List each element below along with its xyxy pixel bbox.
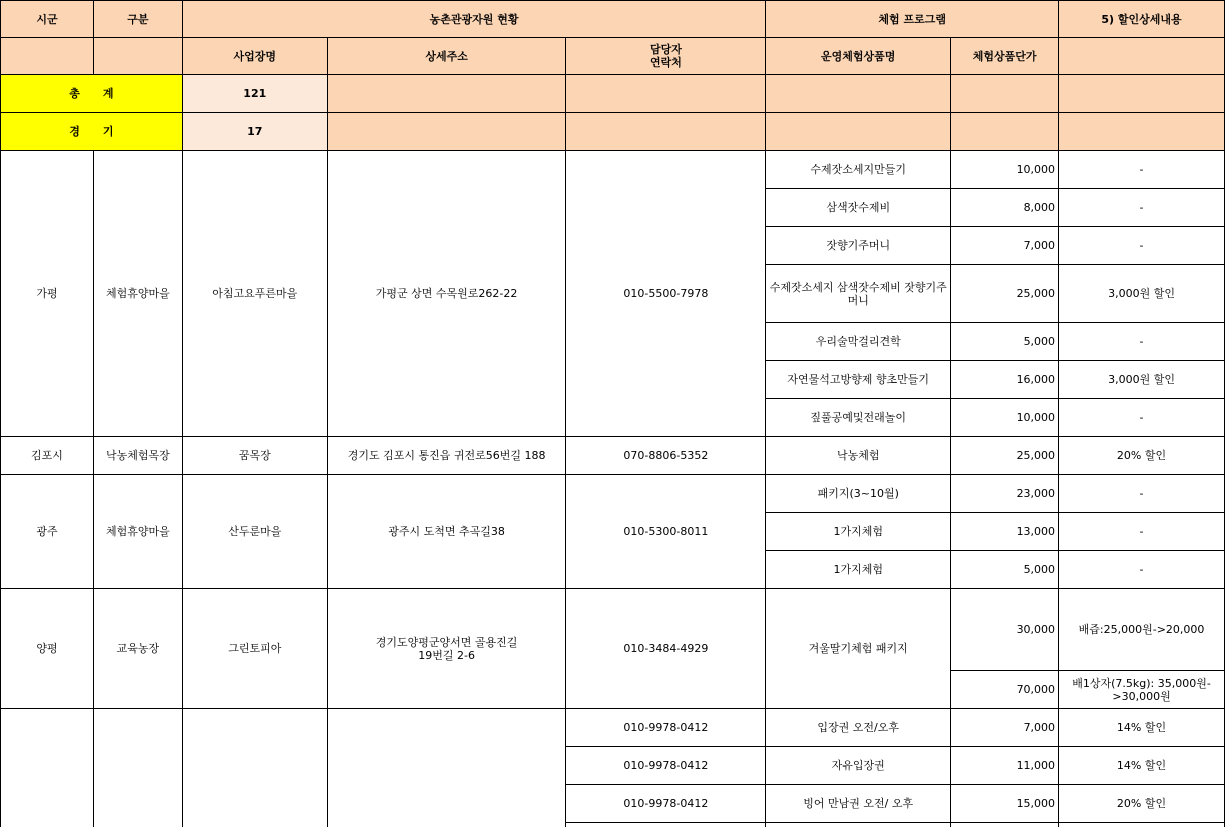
product-cell: 1가지체험 <box>766 551 951 589</box>
contact-cell: 010-9978-0412 <box>566 747 766 785</box>
summary-total-value: 121 <box>182 75 327 113</box>
sigun-cell: 광주 <box>1 475 94 589</box>
price-cell: 7,000 <box>951 227 1059 265</box>
price-cell: 25,000 <box>951 265 1059 323</box>
business-name-cell <box>182 709 327 827</box>
summary-gyeonggi-label: 경 기 <box>1 113 183 151</box>
table-row <box>1 475 1225 513</box>
category-cell <box>93 709 182 827</box>
contact-cell: 010-5300-8011 <box>566 475 766 589</box>
address-cell <box>327 709 566 827</box>
price-cell: 5,000 <box>951 551 1059 589</box>
header-sigun: 시군 <box>1 1 94 38</box>
discount-cell: 20% 할인 <box>1059 437 1225 475</box>
product-cell: 잣향기주머니 <box>766 227 951 265</box>
price-cell: 7,000 <box>951 709 1059 747</box>
summary-total-label: 총 계 <box>1 75 183 113</box>
discount-cell: 3,000원 할인 <box>1059 361 1225 399</box>
table-row <box>1 437 1225 475</box>
table-row <box>1 151 1225 189</box>
contact-cell: 010-9978-0412 <box>566 709 766 747</box>
summary-cell <box>1059 75 1225 113</box>
discount-cell: - <box>1059 475 1225 513</box>
price-cell: 13,000 <box>951 513 1059 551</box>
product-cell: 삼색잣수제비 <box>766 189 951 227</box>
discount-cell: - <box>1059 513 1225 551</box>
summary-cell <box>951 113 1059 151</box>
product-cell: 자연물석고방향제 향초만들기 <box>766 361 951 399</box>
sigun-cell: 양평 <box>1 589 94 709</box>
product-cell: 빙어 만남권 오전/ 오후 <box>766 785 951 823</box>
sigun-cell <box>1 709 94 827</box>
discount-cell: - <box>1059 151 1225 189</box>
summary-cell <box>766 113 951 151</box>
header-address: 상세주소 <box>327 38 566 75</box>
discount-line: >30,000원 <box>1112 689 1171 703</box>
contact-cell: 070-8806-5352 <box>566 437 766 475</box>
header-empty <box>93 38 182 75</box>
discount-cell: 14% 할인 <box>1059 709 1225 747</box>
header-discount-details: 5) 할인상세내용 <box>1059 1 1225 38</box>
header-empty <box>1 38 94 75</box>
sigun-cell: 가평 <box>1 151 94 437</box>
discount-cell: - <box>1059 551 1225 589</box>
category-cell: 교육농장 <box>93 589 182 709</box>
address-cell: 광주시 도척면 추곡길38 <box>327 475 566 589</box>
summary-cell <box>327 113 566 151</box>
header-contact <box>566 38 766 75</box>
discount-cell: 배즙:25,000원->20,000 <box>1059 589 1225 671</box>
address-cell: 경기도 김포시 통진읍 귀전로56번길 188 <box>327 437 566 475</box>
address-line: 19번길 2-6 <box>418 648 475 662</box>
discount-cell: 20% 할인 <box>1059 785 1225 823</box>
header-business-name: 사업장명 <box>182 38 327 75</box>
table-row <box>1 589 1225 671</box>
price-cell: 25,000 <box>951 437 1059 475</box>
contact-cell: 010-3484-4929 <box>566 589 766 709</box>
product-cell: 수제잣소세지 삼색잣수제비 잣향기주머니 <box>766 265 951 323</box>
business-name-cell: 아침고요푸른마을 <box>182 151 327 437</box>
price-cell: 23,000 <box>951 475 1059 513</box>
discount-cell: - <box>1059 399 1225 437</box>
discount-cell: 3,000원 할인 <box>1059 265 1225 323</box>
product-cell: 우리술막걸리견학 <box>766 323 951 361</box>
category-cell: 체험휴양마을 <box>93 475 182 589</box>
sigun-cell: 김포시 <box>1 437 94 475</box>
discount-cell: - <box>1059 189 1225 227</box>
header-experience-program: 체험 프로그램 <box>766 1 1059 38</box>
header-contact-line2: 연락처 <box>649 56 682 69</box>
discount-cell: - <box>1059 227 1225 265</box>
summary-cell <box>766 75 951 113</box>
discount-line: 배1상자(7.5kg): 35,000원- <box>1072 676 1211 690</box>
summary-cell <box>566 113 766 151</box>
price-cell: 8,000 <box>951 189 1059 227</box>
price-cell: 70,000 <box>951 671 1059 709</box>
product-cell: 입장권 오전/오후 <box>766 709 951 747</box>
price-cell: 10,000 <box>951 399 1059 437</box>
price-cell: 15,000 <box>951 785 1059 823</box>
contact-cell: 010-5500-7978 <box>566 151 766 437</box>
discount-cell <box>1059 671 1225 709</box>
header-resource-status: 농촌관광자원 현황 <box>182 1 765 38</box>
summary-gyeonggi-value: 17 <box>182 113 327 151</box>
contact-cell: 010-9978-0412 <box>566 785 766 823</box>
summary-cell <box>951 75 1059 113</box>
table-row <box>1 709 1225 747</box>
product-cell: 짚풀공예및전래놀이 <box>766 399 951 437</box>
product-cell: 겨울딸기체험 패키지 <box>766 589 951 709</box>
header-contact-line1: 담당자 <box>649 43 682 56</box>
price-cell: 11,000 <box>951 747 1059 785</box>
price-cell: 10,000 <box>951 151 1059 189</box>
header-category: 구분 <box>93 1 182 38</box>
header-unit-price: 체험상품단가 <box>951 38 1059 75</box>
product-cell: 자유입장권 <box>766 747 951 785</box>
header-product-name: 운영체험상품명 <box>766 38 951 75</box>
summary-cell <box>1059 113 1225 151</box>
product-cell: 패키지(3~10월) <box>766 475 951 513</box>
summary-cell <box>327 75 566 113</box>
business-name-cell: 꿈목장 <box>182 437 327 475</box>
address-line: 경기도양평군양서면 골용진길 <box>375 635 518 649</box>
discount-cell: - <box>1059 323 1225 361</box>
price-cell: 30,000 <box>951 589 1059 671</box>
category-cell: 낙농체험목장 <box>93 437 182 475</box>
price-cell: 5,000 <box>951 323 1059 361</box>
summary-cell <box>566 75 766 113</box>
product-cell: 낙농체험 <box>766 437 951 475</box>
category-cell: 체험휴양마을 <box>93 151 182 437</box>
discount-cell: 14% 할인 <box>1059 747 1225 785</box>
product-cell: 1가지체험 <box>766 513 951 551</box>
address-cell <box>327 589 566 709</box>
header-empty <box>1059 38 1225 75</box>
business-name-cell: 산두룬마을 <box>182 475 327 589</box>
address-cell: 가평군 상면 수목원로262-22 <box>327 151 566 437</box>
business-name-cell: 그린토피아 <box>182 589 327 709</box>
product-cell: 수제잣소세지만들기 <box>766 151 951 189</box>
price-cell: 16,000 <box>951 361 1059 399</box>
